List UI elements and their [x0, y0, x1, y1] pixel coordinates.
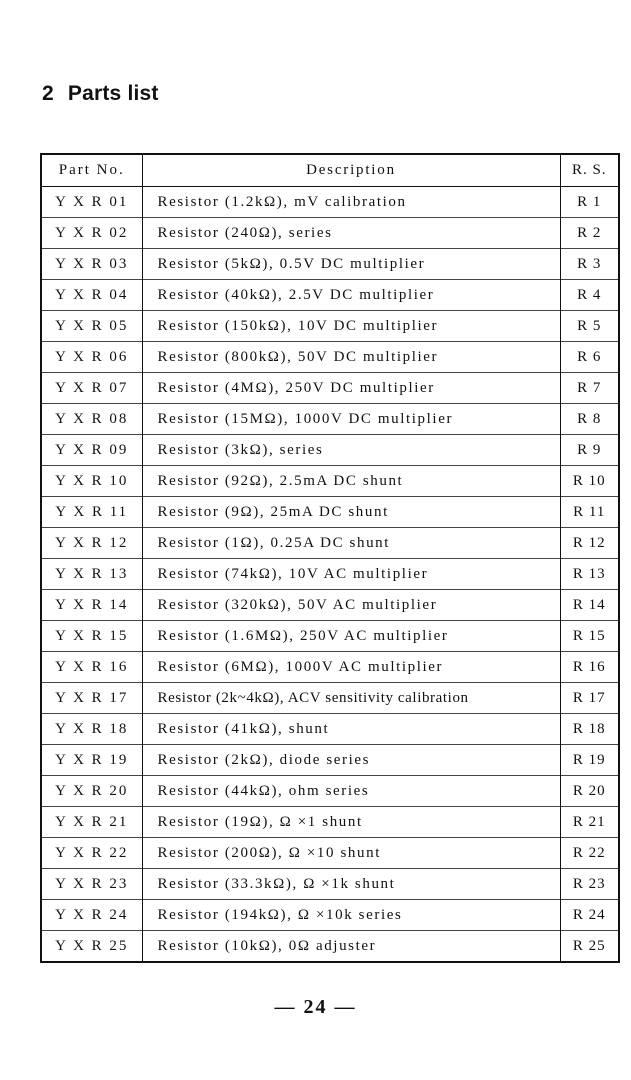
part-number-cell: Y X R 10 [41, 466, 142, 497]
reference-symbol-cell: R 12 [560, 528, 619, 559]
table-row [41, 590, 619, 621]
reference-symbol-cell: R 3 [560, 249, 619, 280]
part-number-cell: Y X R 22 [41, 838, 142, 869]
section-title: Parts list [67, 82, 159, 105]
description-cell: Resistor (74kΩ), 10V AC multiplier [142, 559, 560, 590]
part-number-cell: Y X R 06 [41, 342, 142, 373]
part-number-cell: Y X R 19 [41, 745, 142, 776]
part-number-cell: Y X R 12 [41, 528, 142, 559]
part-number-cell: Y X R 02 [41, 218, 142, 249]
reference-symbol-cell: R 4 [560, 280, 619, 311]
table-row [41, 249, 619, 280]
part-number-cell: Y X R 25 [41, 931, 142, 963]
table-row [41, 466, 619, 497]
reference-symbol-cell: R 9 [560, 435, 619, 466]
description-cell: Resistor (320kΩ), 50V AC multiplier [142, 590, 560, 621]
table-row [41, 776, 619, 807]
part-number-cell: Y X R 04 [41, 280, 142, 311]
description-cell: Resistor (3kΩ), series [142, 435, 560, 466]
description-cell: Resistor (800kΩ), 50V DC multiplier [142, 342, 560, 373]
description-cell: Resistor (240Ω), series [142, 218, 560, 249]
reference-symbol-cell: R 2 [560, 218, 619, 249]
description-cell: Resistor (44kΩ), ohm series [142, 776, 560, 807]
section-heading [42, 82, 159, 106]
reference-symbol-cell: R 23 [560, 869, 619, 900]
part-number-cell: Y X R 07 [41, 373, 142, 404]
part-number-cell: Y X R 24 [41, 900, 142, 931]
description-cell: Resistor (41kΩ), shunt [142, 714, 560, 745]
description-cell: Resistor (6MΩ), 1000V AC multiplier [142, 652, 560, 683]
table-row [41, 218, 619, 249]
table-row [41, 869, 619, 900]
reference-symbol-cell: R 6 [560, 342, 619, 373]
description-cell: Resistor (19Ω), Ω ×1 shunt [142, 807, 560, 838]
description-cell: Resistor (150kΩ), 10V DC multiplier [142, 311, 560, 342]
description-cell: Resistor (92Ω), 2.5mA DC shunt [142, 466, 560, 497]
part-number-cell: Y X R 03 [41, 249, 142, 280]
table-row [41, 559, 619, 590]
table-row [41, 621, 619, 652]
table-header-row [41, 154, 619, 187]
reference-symbol-cell: R 11 [560, 497, 619, 528]
description-cell: Resistor (1Ω), 0.25A DC shunt [142, 528, 560, 559]
header-part-no: Part No. [41, 154, 142, 187]
table-row [41, 652, 619, 683]
table-row [41, 931, 619, 963]
reference-symbol-cell: R 22 [560, 838, 619, 869]
reference-symbol-cell: R 15 [560, 621, 619, 652]
reference-symbol-cell: R 25 [560, 931, 619, 963]
parts-table [40, 153, 620, 963]
section-number: 2 [42, 82, 54, 105]
table-row [41, 435, 619, 466]
description-cell: Resistor (40kΩ), 2.5V DC multiplier [142, 280, 560, 311]
description-cell: Resistor (2k~4kΩ), ACV sensitivity calibration [142, 683, 560, 714]
table-row [41, 745, 619, 776]
part-number-cell: Y X R 20 [41, 776, 142, 807]
reference-symbol-cell: R 14 [560, 590, 619, 621]
reference-symbol-cell: R 7 [560, 373, 619, 404]
parts-table-body [41, 187, 619, 963]
part-number-cell: Y X R 16 [41, 652, 142, 683]
reference-symbol-cell: R 16 [560, 652, 619, 683]
part-number-cell: Y X R 23 [41, 869, 142, 900]
header-rs: R. S. [560, 154, 619, 187]
reference-symbol-cell: R 8 [560, 404, 619, 435]
table-row [41, 683, 619, 714]
table-row [41, 373, 619, 404]
page-number: — 24 — [274, 996, 357, 1018]
table-row [41, 807, 619, 838]
table-row [41, 900, 619, 931]
reference-symbol-cell: R 13 [560, 559, 619, 590]
reference-symbol-cell: R 17 [560, 683, 619, 714]
description-cell: Resistor (15MΩ), 1000V DC multiplier [142, 404, 560, 435]
description-cell: Resistor (1.6MΩ), 250V AC multiplier [142, 621, 560, 652]
part-number-cell: Y X R 13 [41, 559, 142, 590]
table-row [41, 838, 619, 869]
reference-symbol-cell: R 5 [560, 311, 619, 342]
table-row [41, 714, 619, 745]
reference-symbol-cell: R 20 [560, 776, 619, 807]
description-cell: Resistor (9Ω), 25mA DC shunt [142, 497, 560, 528]
part-number-cell: Y X R 05 [41, 311, 142, 342]
table-row [41, 528, 619, 559]
table-row [41, 187, 619, 218]
description-cell: Resistor (5kΩ), 0.5V DC multiplier [142, 249, 560, 280]
description-cell: Resistor (1.2kΩ), mV calibration [142, 187, 560, 218]
table-row [41, 342, 619, 373]
reference-symbol-cell: R 1 [560, 187, 619, 218]
part-number-cell: Y X R 01 [41, 187, 142, 218]
description-cell: Resistor (4MΩ), 250V DC multiplier [142, 373, 560, 404]
part-number-cell: Y X R 21 [41, 807, 142, 838]
reference-symbol-cell: R 19 [560, 745, 619, 776]
table-row [41, 311, 619, 342]
description-cell: Resistor (200Ω), Ω ×10 shunt [142, 838, 560, 869]
reference-symbol-cell: R 24 [560, 900, 619, 931]
reference-symbol-cell: R 21 [560, 807, 619, 838]
description-cell: Resistor (2kΩ), diode series [142, 745, 560, 776]
part-number-cell: Y X R 14 [41, 590, 142, 621]
reference-symbol-cell: R 10 [560, 466, 619, 497]
table-row [41, 280, 619, 311]
part-number-cell: Y X R 15 [41, 621, 142, 652]
part-number-cell: Y X R 18 [41, 714, 142, 745]
header-description: Description [142, 154, 560, 187]
part-number-cell: Y X R 11 [41, 497, 142, 528]
description-cell: Resistor (194kΩ), Ω ×10k series [142, 900, 560, 931]
description-cell: Resistor (33.3kΩ), Ω ×1k shunt [142, 869, 560, 900]
part-number-cell: Y X R 17 [41, 683, 142, 714]
description-cell: Resistor (10kΩ), 0Ω adjuster [142, 931, 560, 963]
part-number-cell: Y X R 08 [41, 404, 142, 435]
reference-symbol-cell: R 18 [560, 714, 619, 745]
table-row [41, 497, 619, 528]
table-row [41, 404, 619, 435]
part-number-cell: Y X R 09 [41, 435, 142, 466]
